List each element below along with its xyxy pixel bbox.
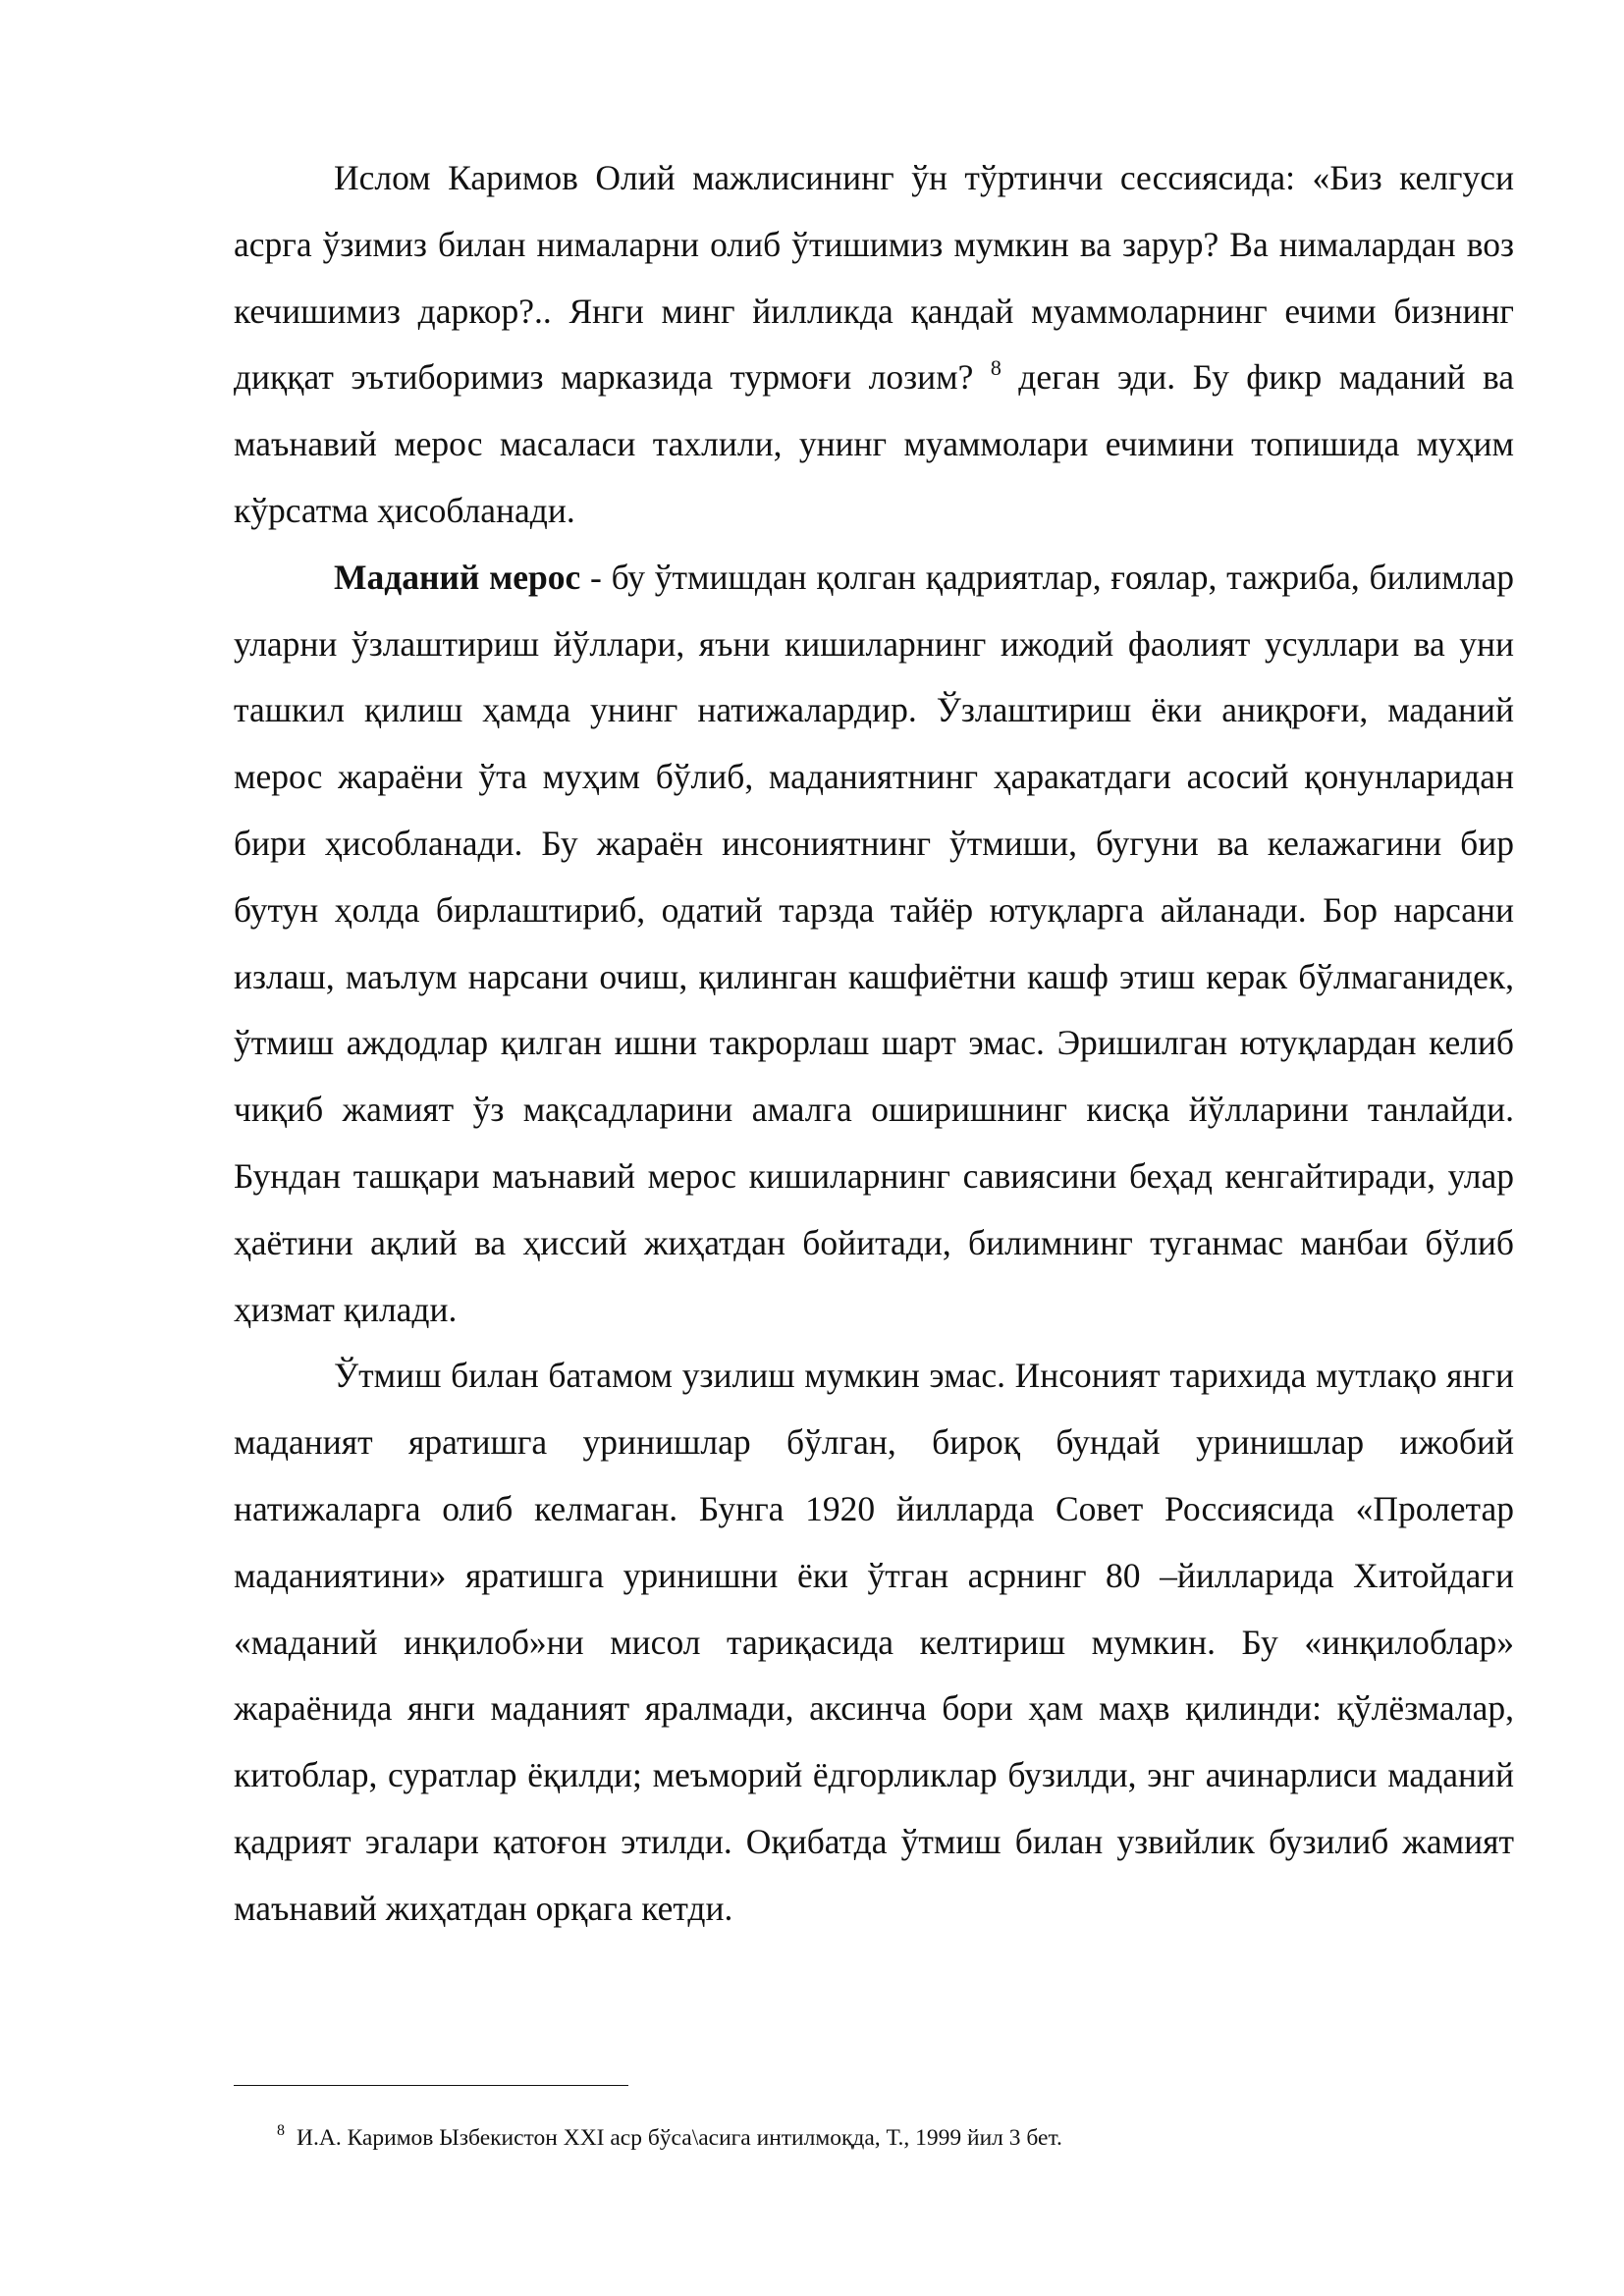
paragraph-1 <box>234 145 1514 545</box>
paragraph-3-text: Ўтмиш билан батамом узилиш мумкин эмас. Инсоният тарихида мутлақо янги маданият яратишга уринишлар бўлган, бироқ бундай уринишлар ижобий натижаларга олиб келмаган. Бунга 1920 йилларда Совет Россиясида «Пролетар маданиятини» яратишга уринишни ёки ўтган асрнинг 80 –йилларида Хитойдаги «маданий инқилоб»ни мисол тариқасида келтириш мумкин. Бу «инқилоблар» жараёнида янги маданият яралмади, аксинча бори ҳам маҳв қилинди: қўлёзмалар, китоблар, суратлар ёқилди; меъморий ёдгорликлар бузилди, энг ачинарлиси маданий қадрият эгалари қатоғон этилди. Оқибатда ўтмиш билан узвийлик бузилиб жамият маънавий жиҳатдан орқага кетди. <box>234 1356 1514 1928</box>
defined-term: Маданий мерос <box>334 557 581 597</box>
paragraph-1-text-a: Ислом Каримов Олий мажлисининг ўн тўртинчи сессиясида: «Биз келгуси асрга ўзимиз билан нималарни олиб ўтишимиз мумкин ва зарур? Ва нималардан воз кечишимиз даркор?.. Янги минг йилликда қандай муаммоларнинг ечими бизнинг диққат эътиборимиз марказида турмоғи лозим? <box>234 158 1514 398</box>
footnote-number: 8 <box>277 2122 285 2139</box>
footnote-reference: 8 <box>990 355 1001 381</box>
paragraph-3 <box>234 1343 1514 1942</box>
footnote-separator <box>234 2085 628 2086</box>
body-text <box>234 145 1514 1943</box>
footnote-text: И.А. Каримов Ызбекистон XXI аср бўса\асига интилмоқда, Т., 1999 йил 3 бет. <box>297 2125 1062 2151</box>
paragraph-2 <box>234 545 1514 1344</box>
paragraph-2-text: - бу ўтмишдан қолган қадриятлар, ғоялар, тажриба, билимлар уларни ўзлаштириш йўллари, яъни кишиларнинг ижодий фаолият усуллари ва уни ташкил қилиш ҳамда унинг натижалардир. Ўзлаштириш ёки аниқроғи, маданий мерос жараёни ўта муҳим бўлиб, маданиятнинг ҳаракатдаги асосий қонунларидан бири ҳисобланади. Бу жараён инсониятнинг ўтмиши, бугуни ва келажагини бир бутун ҳолда бирлаштириб, одатий тарзда тайёр ютуқларга айланади. Бор нарсани излаш, маълум нарсани очиш, қилинган кашфиётни кашф этиш керак бўлмаганидек, ўтмиш аждодлар қилган ишни такрорлаш шарт эмас. Эришилган ютуқлардан келиб чиқиб жамият ўз мақсадларини амалга оширишнинг кисқа йўлларини танлайди. Бундан ташқари маънавий мерос кишиларнинг савиясини беҳад кенгайтиради, улар ҳаётини ақлий ва ҳиссий жиҳатдан бойитади, билимнинг туганмас манбаи бўлиб ҳизмат қилади. <box>234 557 1514 1329</box>
paragraph-1-text-b: деган эди. Бу фикр маданий ва маънавий мерос масаласи тахлили, унинг муаммолари ечимини топишида муҳим кўрсатма ҳисобланади. <box>234 357 1515 530</box>
footnote <box>277 2116 1062 2153</box>
